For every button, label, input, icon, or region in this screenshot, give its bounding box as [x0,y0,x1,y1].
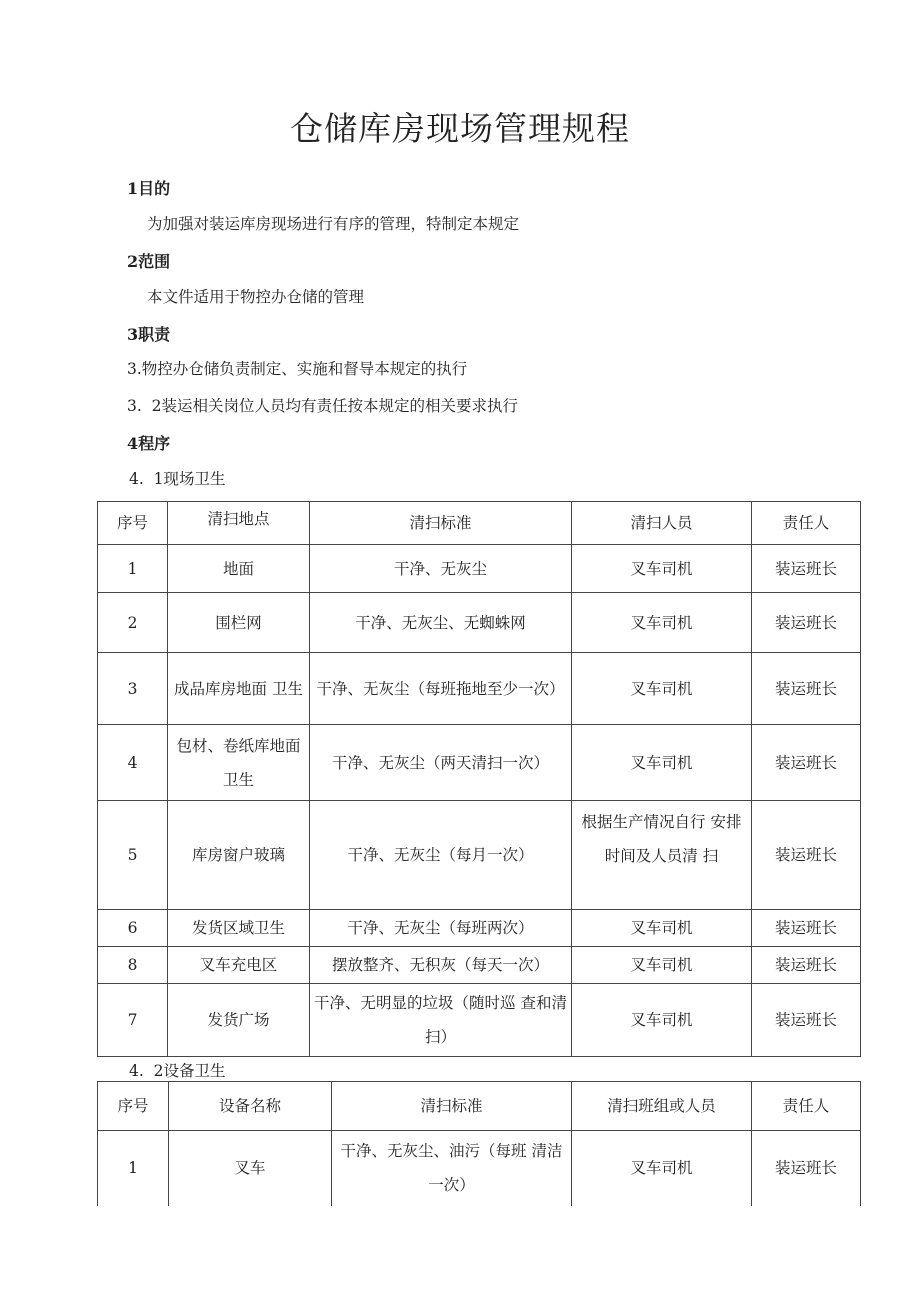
section-4-sub-2: 4. 2设备卫生 [129,1062,226,1080]
table-cell: 发货区域卫生 [168,910,310,947]
table-cell: 叉车司机 [572,984,752,1057]
table-header-cell: 清扫标准 [332,1082,572,1131]
table-cell: 干净、无灰尘 [310,545,572,593]
table-header-cell: 清扫地点 [168,502,310,545]
table-cell: 叉车充电区 [168,947,310,984]
table-cell: 6 [98,910,168,947]
section-2-heading: 2范围 [127,252,171,271]
table-cell: 叉车司机 [572,545,752,593]
table-cell: 库房窗户玻璃 [168,801,310,910]
table-cell: 装运班长 [752,593,861,653]
table-cell: 装运班长 [752,947,861,984]
table-header-cell: 责任人 [752,502,861,545]
section-4-heading: 4程序 [127,434,171,453]
table-cell: 装运班长 [752,653,861,725]
table-cell: 摆放整齐、无积灰（每天一次） [310,947,572,984]
section-3-item-1: 3.物控办仓储负责制定、实施和督导本规定的执行 [127,360,468,378]
table-cell: 叉车司机 [572,593,752,653]
table-cell: 装运班长 [752,545,861,593]
table-cell: 干净、无灰尘、无蜘蛛网 [310,593,572,653]
table-cell: 干净、无明显的垃圾（随时巡 查和清扫） [310,984,572,1057]
table-cell: 8 [98,947,168,984]
table-row [98,1131,861,1206]
table-cell: 成品库房地面 卫生 [168,653,310,725]
table-cell: 叉车司机 [572,1131,752,1206]
table-cell: 干净、无灰尘（每班拖地至少一次） [310,653,572,725]
table-cell: 装运班长 [752,801,861,910]
section-3-item-2: 3. 2装运相关岗位人员均有责任按本规定的相关要求执行 [127,397,519,415]
table-cell: 包材、卷纸库地面卫生 [168,725,310,801]
section-1-text: 为加强对装运库房现场进行有序的管理，特制定本规定 [147,215,520,233]
table-row [98,653,861,725]
table-cell: 5 [98,801,168,910]
table-row [98,545,861,593]
table-header-row [98,1082,861,1131]
table-cell: 1 [98,1131,169,1206]
table-cell: 装运班长 [752,910,861,947]
section-1-heading: 1目的 [127,179,171,198]
table-header-cell: 序号 [98,502,168,545]
section-3-heading: 3职责 [127,325,171,344]
table-row [98,725,861,801]
table-header-cell: 清扫标准 [310,502,572,545]
table-cell: 7 [98,984,168,1057]
table-cell: 叉车司机 [572,910,752,947]
table-row [98,910,861,947]
table-cell: 干净、无灰尘（每月一次） [310,801,572,910]
table-cell: 地面 [168,545,310,593]
table-cell: 装运班长 [752,1131,861,1206]
table-cell: 1 [98,545,168,593]
table-cell: 4 [98,725,168,801]
table-cell: 3 [98,653,168,725]
table-cell: 围栏网 [168,593,310,653]
table-cell: 叉车司机 [572,725,752,801]
table-row [98,984,861,1057]
table-cell: 2 [98,593,168,653]
table-cell: 叉车 [169,1131,332,1206]
section-4-sub-1: 4. 1现场卫生 [129,470,226,488]
equipment-hygiene-table [97,1081,861,1206]
document-title: 仓储库房现场管理规程 [290,109,630,148]
table-header-cell: 序号 [98,1082,169,1131]
table-header-cell: 设备名称 [169,1082,332,1131]
table-row [98,593,861,653]
table-cell: 干净、无灰尘（每班两次） [310,910,572,947]
section-2-text: 本文件适用于物控办仓储的管理 [147,288,365,306]
table-header-cell: 清扫人员 [572,502,752,545]
table-cell: 叉车司机 [572,653,752,725]
table-row [98,947,861,984]
table-cell: 干净、无灰尘、油污（每班 清洁一次） [332,1131,572,1206]
table-cell: 叉车司机 [572,947,752,984]
table-cell: 装运班长 [752,725,861,801]
table-header-cell: 责任人 [752,1082,861,1131]
site-hygiene-table [97,501,861,1057]
table-header-row [98,502,861,545]
table-cell: 根据生产情况自行 安排时间及人员清 扫 [572,801,752,910]
table-header-cell: 清扫班组或人员 [572,1082,752,1131]
table-cell: 装运班长 [752,984,861,1057]
table-cell: 干净、无灰尘（两天清扫一次） [310,725,572,801]
table-row [98,801,861,910]
table-cell: 发货广场 [168,984,310,1057]
